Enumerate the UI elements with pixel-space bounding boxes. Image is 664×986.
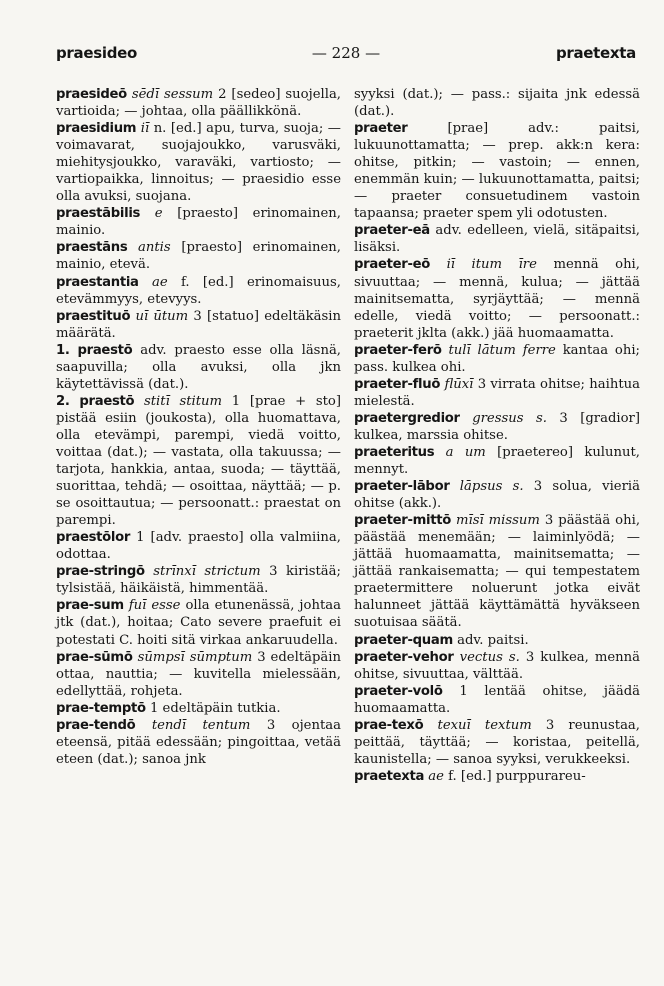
headword: praestāns	[56, 240, 128, 256]
headword: praeter-eō	[354, 257, 431, 273]
dictionary-entry	[56, 529, 341, 563]
headword: praeter-vehor	[354, 649, 454, 665]
headword: 1. praestō	[56, 342, 133, 358]
definition: 3 reunustaa, peittää, täyttää; — koristaa, peitellä, kaunistella; — sanoa syyksi, verukkeeksi.	[354, 717, 640, 767]
right-column	[354, 86, 640, 785]
dictionary-entry	[354, 768, 640, 785]
dictionary-entry	[56, 597, 341, 648]
dictionary-entry	[56, 86, 341, 120]
dictionary-entry	[354, 512, 640, 631]
headword: 2. praestō	[56, 393, 135, 409]
definition: 3 edeltäpäin ottaa, nauttia; — kuvitella mielessään, edellyttää, rohjeta.	[56, 649, 341, 699]
inflected-forms: fuī esse	[128, 598, 181, 614]
headword: praestābilis	[56, 206, 141, 222]
dictionary-entry	[354, 410, 640, 444]
headword: prae-texō	[354, 717, 424, 733]
definition: [praesto] erinomainen, mainio.	[56, 206, 341, 239]
headword: praetergredior	[354, 410, 460, 426]
page-number: — 228 —	[311, 44, 381, 62]
headword: prae-tendō	[56, 717, 136, 733]
definition: 3 kulkea, mennä ohitse, sivuuttaa, välttää.	[354, 649, 640, 682]
headword: prae-stringō	[56, 564, 145, 580]
definition: f. [ed.] purppurareu-	[448, 768, 586, 784]
headword: praeter-lābor	[354, 479, 450, 495]
inflected-forms: gressus s.	[472, 410, 547, 426]
dictionary-entry	[354, 444, 640, 478]
dictionary-entry	[354, 222, 640, 256]
inflected-forms: flūxī	[444, 376, 474, 392]
definition: 3 [statuo] edeltäkäsin määrätä.	[56, 308, 341, 341]
inflected-forms: texuī textum	[437, 717, 532, 733]
definition: 1 [adv. praesto] olla valmiina, odottaa.	[56, 530, 341, 563]
dictionary-entry	[56, 205, 341, 239]
inflected-forms: mīsī missum	[456, 513, 540, 529]
definition: 3 ojentaa eteensä, pitää edessään; pingoittaa, vetää eteen (dat.); sanoa jnk	[56, 717, 341, 767]
inflected-forms: sēdī sessum	[131, 87, 214, 102]
definition: olla etunenässä, johtaa jtk (dat.), hoitaa; Cato severe praefuit ei potestati C. hoiti sitä virkaa ankaruudella.	[56, 598, 341, 648]
definition: [praesto] erinomainen, mainio, etevä.	[56, 240, 341, 273]
definition: 3 solua, vieriä ohitse (akk.).	[354, 479, 640, 512]
dictionary-entry	[56, 393, 341, 529]
dictionary-entry	[56, 239, 341, 273]
definition: n. [ed.] apu, turva, suoja; — voimavarat, suojajoukko, varusväki, miehitysjoukko, varaväki, vartiosto; — vartiopaikka, linnoitus; — praesidio esse olla avuksi, suojana.	[56, 121, 341, 205]
headword: praeter-eā	[354, 223, 430, 239]
definition: syyksi (dat.); — pass.: sijaita jnk edessä (dat.).	[354, 87, 640, 120]
definition: [praetereo] kulunut, mennyt.	[354, 444, 640, 478]
definition: 1 [prae + sto] pistää esiin (joukosta), olla huomattava, olla etevämpi, parempi, viedä voitto, voittaa (dat.); — vastata, olla takuussa; — tarjota, hankkia, antaa, suoda; — täyttää, suorittaa, tehdä; — osoittaa, näyttää; — p. se osoittautua; — persoonatt.: praestat on parempi.	[56, 393, 341, 529]
definition: 3 kiristää; tylsistää, häikäistä, himmentää.	[56, 564, 341, 597]
headword: praestituō	[56, 308, 131, 324]
headword: praeter	[354, 121, 408, 137]
left-guide-word: praesideo	[56, 44, 138, 62]
headword: praestōlor	[56, 530, 131, 546]
definition: [prae] adv.: paitsi, lukuunottamatta; — prep. akk:n kera: ohitse, pitkin; — vastoin; — ennen, enemmän kuin; — lukuunottamatta, paitsi; — praeter consuetudinem vastoin tapaansa; praeter spem yli odotusten.	[354, 121, 640, 222]
definition: 1 lentää ohitse, jäädä huomaamatta.	[354, 683, 640, 716]
definition: 1 edeltäpäin tutkia.	[149, 700, 281, 716]
headword: praeter-fluō	[354, 376, 441, 392]
dictionary-entry	[354, 120, 640, 222]
inflected-forms: a um	[445, 444, 486, 460]
dictionary-entry	[354, 478, 640, 512]
dictionary-entry	[56, 120, 341, 205]
headword: prae-sūmō	[56, 649, 133, 665]
inflected-forms: tulī lātum ferre	[448, 342, 556, 358]
headword: praeter-volō	[354, 683, 443, 699]
headword: prae-sum	[56, 598, 124, 614]
dictionary-entry	[354, 683, 640, 717]
dictionary-entry	[56, 563, 341, 597]
inflected-forms: vectus s.	[459, 649, 520, 665]
inflected-forms: ae	[151, 274, 168, 290]
definition: adv. paitsi.	[457, 632, 529, 648]
inflected-forms: uī ūtum	[135, 308, 189, 324]
inflected-forms: ae	[428, 768, 444, 784]
dictionary-entry	[56, 342, 341, 393]
left-column	[56, 86, 341, 768]
dictionary-entry	[354, 86, 640, 120]
inflected-forms: lāpsus s.	[459, 479, 524, 495]
definition: f. [ed.] erinomaisuus, etevämmyys, etevyys.	[56, 274, 341, 307]
dictionary-entry	[354, 717, 640, 768]
dictionary-entry	[354, 342, 640, 376]
dictionary-entry	[56, 308, 341, 342]
headword: praesideō	[56, 87, 127, 102]
inflected-forms: iī	[140, 121, 150, 137]
dictionary-entry	[354, 256, 640, 341]
inflected-forms: strīnxī strictum	[153, 564, 261, 580]
headword: praestantia	[56, 274, 139, 290]
headword: praeter-mittō	[354, 513, 452, 529]
headword: praetexta	[354, 768, 425, 784]
definition: kantaa ohi; pass. kulkea ohi.	[354, 342, 640, 375]
dictionary-entry	[354, 376, 640, 410]
headword: praeter-ferō	[354, 342, 442, 358]
dictionary-entry	[56, 700, 341, 717]
inflected-forms: iī itum īre	[446, 257, 537, 273]
definition: 3 virrata ohitse; haihtua mielestä.	[354, 376, 640, 409]
definition: adv. edelleen, vielä, sitäpaitsi, lisäksi.	[354, 223, 640, 256]
inflected-forms: e	[154, 206, 163, 222]
definition: mennä ohi, sivuuttaa; — mennä, kulua; — jättää mainitsematta, syrjäyttää; — mennä edelle, viedä voitto; — persoonatt.: praeterit jklta (akk.) jää huomaamatta.	[354, 257, 640, 341]
headword: praeteritus	[354, 444, 435, 460]
dictionary-entry	[354, 649, 640, 683]
dictionary-entry	[354, 632, 640, 649]
inflected-forms: stitī stitum	[143, 393, 223, 409]
definition: 2 [sedeo] suojella, vartioida; — johtaa, olla päällikkönä.	[56, 87, 341, 120]
headword: praesidium	[56, 121, 137, 137]
dictionary-entry	[56, 717, 341, 768]
headword: prae-temptō	[56, 700, 146, 716]
definition: 3 [gradior] kulkea, marssia ohitse.	[354, 410, 640, 443]
inflected-forms: sūmpsī sūmptum	[137, 649, 253, 665]
dictionary-entry	[56, 649, 341, 700]
page-header	[56, 44, 636, 70]
definition: 3 päästää ohi, päästää menemään; — laiminlyödä; — jättää huomaamatta, mainitsematta; — jättää rankaisematta; — qui tempestatem praetermittere noluerunt jotka eivät halunneet jättää käyttämättä hyväkseen suotuisaa säätä.	[354, 513, 641, 631]
definition: adv. praesto esse olla läsnä, saapuvilla; olla avuksi, olla jkn käytettävissä (dat.).	[56, 342, 341, 392]
dictionary-entry	[56, 274, 341, 308]
inflected-forms: antis	[138, 240, 171, 256]
right-guide-word: praetexta	[555, 44, 636, 62]
headword: praeter-quam	[354, 632, 453, 648]
inflected-forms: tendī tentum	[151, 717, 251, 733]
